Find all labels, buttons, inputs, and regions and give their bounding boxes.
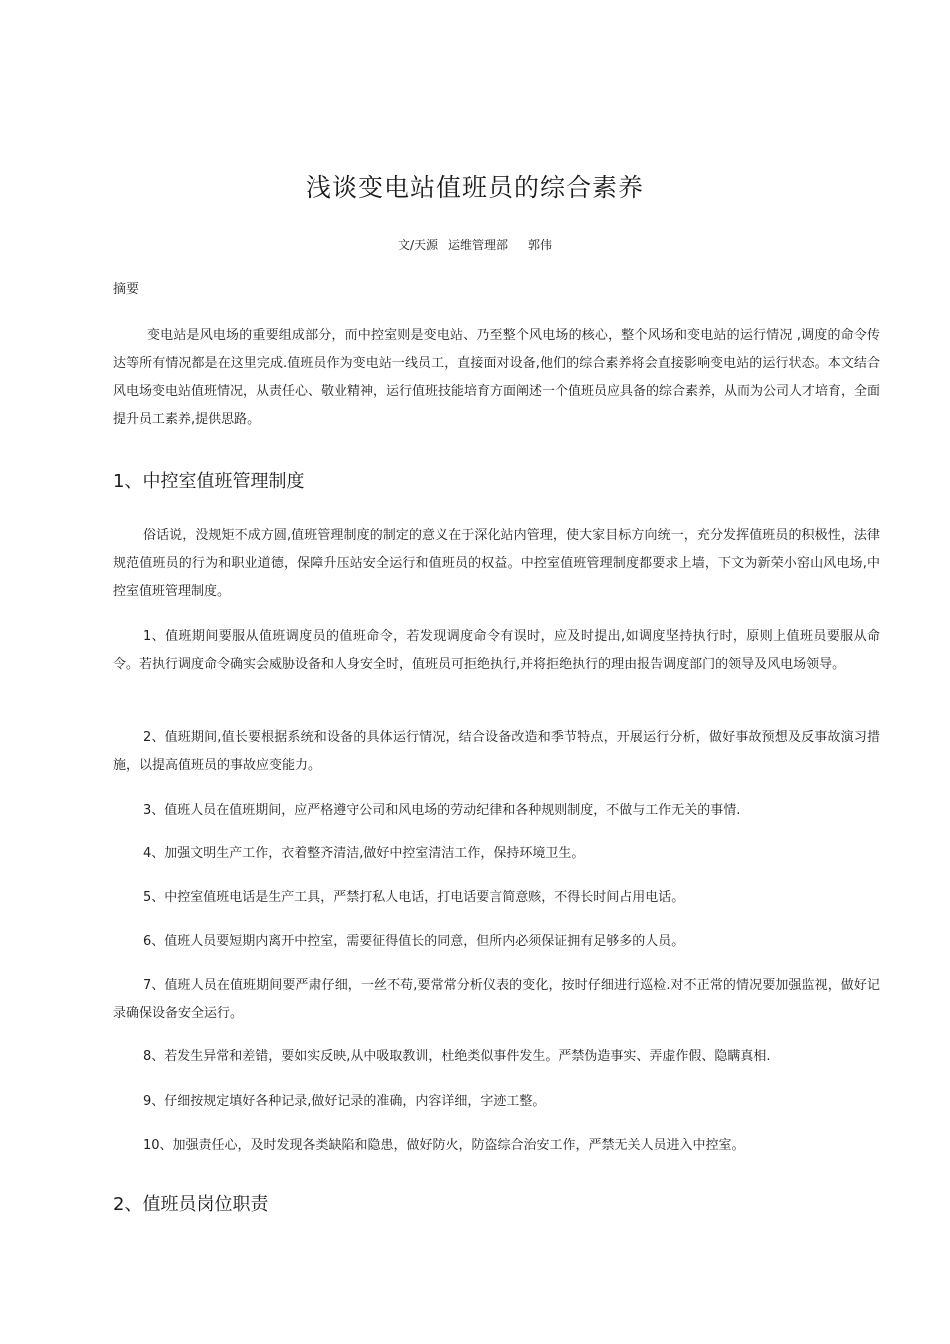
rule-item-9: 9、仔细按规定填好各种记录,做好记录的准确，内容详细，字迹工整。 <box>143 1094 546 1109</box>
abstract-label: 摘要 <box>113 282 140 297</box>
byline-source: 文/天源 <box>397 238 438 252</box>
rule-item-2: 2、值班期间,值长要根据系统和设备的具体运行情况，结合设备改造和季节特点，开展运行分析，做好事故预想及反事故演习措施，以提高值班员的事故应变能力。 <box>113 730 880 773</box>
rule-item-7: 7、值班人员在值班期间要严肃仔细，一丝不苟,要常常分析仪表的变化，按时仔细进行巡检.对不正常的情况要加强监视，做好记录确保设备安全运行。 <box>113 978 880 1021</box>
rule-item-4: 4、加强文明生产工作，衣着整齐清洁,做好中控室清洁工作，保持环境卫生。 <box>143 846 585 861</box>
section-1-intro-paragraph: 俗话说，没规矩不成方圆,值班管理制度的制定的意义在于深化站内管理，使大家目标方向统一，充分发挥值班员的积极性，法律规范值班员的行为和职业道德，保障升压站安全运行和值班员的权益。中控室值班管理制度都要求上墙，下文为新荣小窑山风电场,中控室值班管理制度。 <box>113 528 880 599</box>
rule-item-6: 6、值班人员要短期内离开中控室，需要征得值长的同意，但所内必须保证拥有足够多的人员。 <box>143 934 685 949</box>
abstract-paragraph: 变电站是风电场的重要组成部分，而中控室则是变电站、乃至整个风电场的核心，整个风场和变电站的运行情况 ,调度的命令传达等所有情况都是在这里完成.值班员作为变电站一线员工，直接面对设备,他们的综合素养将会直接影响变电站的运行状态。本文结合风电场变电站值班情况，从责任心、敬业精神，运行值班技能培育方面阐述一个值班员应具备的综合素养，从而为公司人才培育，全面提升员工素养,提供思路。 <box>113 328 881 427</box>
rule-item-8: 8、若发生异常和差错，要如实反映,从中吸取教训，杜绝类似事件发生。严禁伪造事实、弄虚作假、隐瞒真相. <box>143 1049 771 1064</box>
rule-item-10: 10、加强责任心，及时发现各类缺陷和隐患，做好防火，防盗综合治安工作，严禁无关人员进入中控室。 <box>143 1138 745 1153</box>
rule-item-3: 3、值班人员在值班期间，应严格遵守公司和风电场的劳动纪律和各种规则制度，不做与工作无关的事情. <box>143 803 741 818</box>
byline-author: 郭伟 <box>528 238 553 252</box>
byline-department: 运维管理部 <box>448 238 509 252</box>
rule-item-1: 1、值班期间要服从值班调度员的值班命令，若发现调度命令有误时，应及时提出,如调度坚持执行时，原则上值班员要服从命令。若执行调度命令确实会威胁设备和人身安全时，值班员可拒绝执行,并将拒绝执行的理由报告调度部门的领导及风电场领导。 <box>113 629 880 672</box>
byline <box>0 236 950 253</box>
section-1-heading: 1、中控室值班管理制度 <box>113 471 305 492</box>
rule-item-5: 5、中控室值班电话是生产工具，严禁打私人电话，打电话要言简意赅，不得长时间占用电话。 <box>143 890 685 905</box>
section-2-heading: 2、值班员岗位职责 <box>113 1194 269 1215</box>
document-title: 浅谈变电站值班员的综合素养 <box>305 173 644 202</box>
